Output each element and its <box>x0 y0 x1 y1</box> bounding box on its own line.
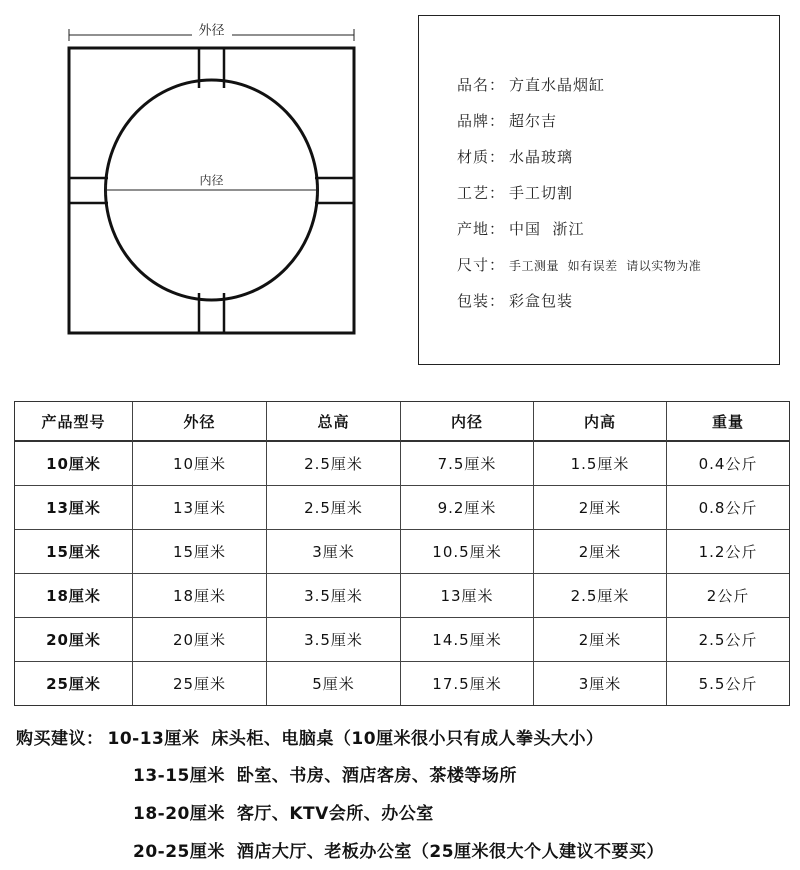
cell-outer-diameter: 15厘米 <box>133 530 267 574</box>
cell-inner-diameter: 13厘米 <box>401 574 534 618</box>
recommendation-use: 酒店大厅、老板办公室（25厘米很大个人建议不要买） <box>236 842 665 862</box>
recommendation-range: 18-20厘米 <box>133 804 225 824</box>
cell-weight: 0.4公斤 <box>667 442 789 486</box>
cell-total-height: 3厘米 <box>267 530 401 574</box>
outer-diameter-label: 外径 <box>198 23 225 39</box>
header-inner-diameter: 内径 <box>401 402 534 442</box>
cell-inner-diameter: 17.5厘米 <box>401 662 534 705</box>
cell-inner-diameter: 10.5厘米 <box>401 530 534 574</box>
info-row-material: 材质： 水晶玻璃 <box>457 148 574 166</box>
cell-outer-diameter: 10厘米 <box>133 442 267 486</box>
info-row-brand: 品牌： 超尔吉 <box>457 112 558 130</box>
table-row <box>15 618 789 662</box>
recommendation-line <box>133 761 517 786</box>
header-total-height: 总高 <box>267 402 401 442</box>
table-row <box>15 662 789 705</box>
cell-model: 25厘米 <box>15 662 133 705</box>
recommendation-range: 13-15厘米 <box>133 766 225 786</box>
info-row-size: 尺寸： 手工测量 如有误差 请以实物为准 <box>457 256 702 274</box>
cell-weight: 2.5公斤 <box>667 618 789 662</box>
cell-inner-diameter: 9.2厘米 <box>401 486 534 530</box>
cell-inner-height: 3厘米 <box>534 662 667 705</box>
spec-table <box>14 401 790 706</box>
cell-weight: 1.2公斤 <box>667 530 789 574</box>
cell-model: 20厘米 <box>15 618 133 662</box>
info-row-name: 品名： 方直水晶烟缸 <box>457 76 606 94</box>
recommendation-use: 床头柜、电脑桌（10厘米很小只有成人拳头大小） <box>211 729 604 749</box>
header-outer-diameter: 外径 <box>133 402 267 442</box>
cell-inner-diameter: 14.5厘米 <box>401 618 534 662</box>
ashtray-diagram <box>0 0 400 370</box>
cell-inner-height: 1.5厘米 <box>534 442 667 486</box>
product-info-box <box>418 15 780 365</box>
header-weight: 重量 <box>667 402 789 442</box>
cell-outer-diameter: 18厘米 <box>133 574 267 618</box>
cell-inner-height: 2厘米 <box>534 530 667 574</box>
cell-total-height: 5厘米 <box>267 662 401 705</box>
header-inner-height: 内高 <box>534 402 667 442</box>
recommendation-range: 10-13厘米 <box>107 729 200 749</box>
recommendation-line <box>133 799 434 824</box>
cell-total-height: 2.5厘米 <box>267 486 401 530</box>
recommendation-line <box>133 837 664 862</box>
info-row-packaging: 包装： 彩盒包装 <box>457 292 574 310</box>
inner-diameter-label: 内径 <box>199 173 224 188</box>
cell-inner-height: 2厘米 <box>534 618 667 662</box>
cell-outer-diameter: 13厘米 <box>133 486 267 530</box>
table-row <box>15 530 789 574</box>
cell-outer-diameter: 20厘米 <box>133 618 267 662</box>
header-model: 产品型号 <box>15 402 133 442</box>
table-row <box>15 442 789 486</box>
cell-inner-height: 2厘米 <box>534 486 667 530</box>
recommendation-use: 客厅、KTV会所、办公室 <box>236 804 434 824</box>
recommendation-range: 20-25厘米 <box>133 842 225 862</box>
cell-weight: 5.5公斤 <box>698 675 758 693</box>
recommendation-line <box>16 724 604 749</box>
cell-outer-diameter: 25厘米 <box>133 662 267 705</box>
cell-model: 18厘米 <box>15 574 133 618</box>
cell-weight: 2公斤 <box>667 574 789 618</box>
cell-model: 13厘米 <box>15 486 133 530</box>
cell-model: 15厘米 <box>15 530 133 574</box>
recommendation-use: 卧室、书房、酒店客房、茶楼等场所 <box>236 766 517 786</box>
table-header-row <box>15 402 789 442</box>
cell-model: 10厘米 <box>15 442 133 486</box>
info-row-origin: 产地： 中国 浙江 <box>457 220 585 238</box>
table-row <box>15 486 789 530</box>
recommendations-label: 购买建议： <box>16 729 104 749</box>
info-row-craft: 工艺： 手工切割 <box>457 184 574 202</box>
cell-inner-diameter: 7.5厘米 <box>401 442 534 486</box>
cell-inner-height: 2.5厘米 <box>534 574 667 618</box>
cell-total-height: 3.5厘米 <box>267 618 401 662</box>
cell-weight: 0.8公斤 <box>667 486 789 530</box>
cell-total-height: 3.5厘米 <box>267 574 401 618</box>
table-row <box>15 574 789 618</box>
cell-total-height: 2.5厘米 <box>267 442 401 486</box>
